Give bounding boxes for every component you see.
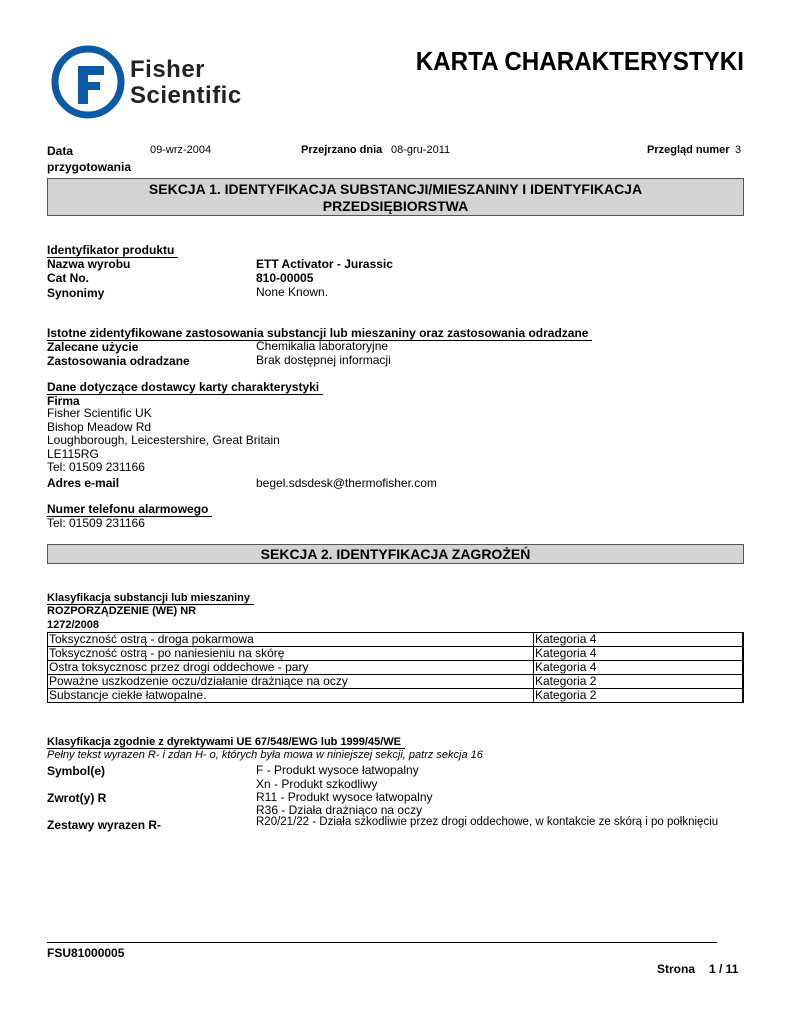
emergency-phone: Tel: 01509 231166: [47, 516, 145, 530]
category-cell: Kategoria 2: [534, 689, 744, 703]
recommended-use-label: Zalecane użycie: [47, 340, 139, 354]
advised-against-label: Zastosowania odradzane: [47, 354, 190, 368]
supplier-heading: Dane dotyczące dostawcy karty charakterystyki: [47, 380, 323, 395]
category-cell: Kategoria 4: [534, 661, 744, 675]
synonyms-label: Synonimy: [47, 286, 105, 300]
document-title: KARTA CHARAKTERYSTYKI: [415, 46, 744, 76]
category-cell: Kategoria 4: [534, 633, 744, 647]
emergency-heading: Numer telefonu alarmowego: [47, 502, 212, 517]
phrases-label: Zwrot(y) R: [47, 791, 107, 805]
logo-text-scientific: Scientific: [130, 82, 242, 109]
prep-date-label-line1: Data: [47, 144, 74, 158]
r-sets-value: R20/21/22 - Działa szkodliwie przez drogi oddechowe, w kontakcie ze skórą i po połknięciu: [256, 816, 719, 828]
section1-header: [47, 178, 744, 216]
footer-divider: [47, 942, 717, 943]
cat-no-value: 810-00005: [256, 271, 314, 285]
table-row: [48, 675, 744, 689]
section1-title-line1: SEKCJA 1. IDENTYFIKACJA SUBSTANCJI/MIESZANINY I IDENTYFIKACJA: [148, 181, 643, 197]
hazard-cell: Substancje ciekłe łatwopalne.: [48, 689, 534, 703]
r-sets-label: Zestawy wyrazen R-: [47, 818, 162, 832]
synonyms-value: None Known.: [256, 285, 329, 299]
prep-date-value: 09-wrz-2004: [150, 144, 212, 156]
symbol-item: F - Produkt wysoce łatwopalny: [256, 763, 419, 777]
fisher-scientific-logo: [50, 42, 254, 124]
classification-heading: Klasyfikacja substancji lub mieszaniny: [47, 592, 254, 605]
hazard-classification-table: [47, 632, 744, 703]
regulation-line2: 1272/2008: [47, 619, 99, 631]
table-row: [48, 661, 744, 675]
recommended-use-value: Chemikalia laboratoryjne: [256, 339, 389, 353]
hazard-cell: Toksyczność ostrą - po naniesieniu na skórę: [48, 647, 534, 661]
phrase-item: R11 - Produkt wysoce łatwopalny: [256, 790, 433, 804]
company-line: Fisher Scientific UK: [47, 406, 152, 420]
cat-no-label: Cat No.: [47, 271, 89, 285]
reviewed-label: Przejrzano dnia: [301, 144, 383, 156]
company-line: Loughborough, Leicestershire, Great Britain: [47, 433, 280, 447]
reviewed-date: 08-gru-2011: [391, 144, 451, 156]
email-value[interactable]: begel.sdsdesk@thermofisher.com: [256, 476, 437, 490]
section2-header: SEKCJA 2. IDENTYFIKACJA ZAGROŻEŃ: [47, 544, 744, 564]
company-line: Bishop Meadow Rd: [47, 419, 152, 434]
hazard-cell: Toksyczność ostrą - droga pokarmowa: [48, 633, 534, 647]
company-line: Tel: 01509 231166: [47, 460, 145, 474]
table-row: [48, 633, 744, 647]
directive-note: Pełny tekst wyrazen R- i zdan H- o, których była mowa w niniejszej sekcji, patrz sekcja 16: [47, 749, 483, 761]
table-row: [48, 647, 744, 661]
symbol-item: Xn - Produkt szkodliwy: [256, 777, 378, 791]
section1-title-line2: PRZEDSIĘBIORSTWA: [322, 198, 469, 214]
product-id-heading: Identyfikator produktu: [47, 243, 178, 258]
uses-heading: Istotne zidentyfikowane zastosowania substancji lub mieszaniny oraz zastosowania odradzane: [47, 326, 592, 341]
symbols-label: Symbol(e): [47, 764, 106, 778]
footer-page-label: Strona: [657, 962, 696, 976]
email-label: Adres e-mail: [47, 476, 120, 490]
revision-label: Przegląd numer: [647, 144, 730, 156]
company-label: Firma: [47, 394, 80, 408]
product-name-label: Nazwa wyrobu: [47, 257, 131, 271]
hazard-cell: Poważne uszkodzenie oczu/działanie drażniące na oczy: [48, 675, 534, 689]
company-address: [47, 407, 280, 475]
category-cell: Kategoria 2: [534, 675, 744, 689]
company-line: LE115RG: [47, 446, 99, 461]
table-row: [48, 689, 744, 703]
phrase-item: R36 - Działa drażniąco na oczy: [256, 803, 423, 817]
directive-heading: Klasyfikacja zgodnie z dyrektywami UE 67/548/EWG lub 1999/45/WE: [47, 736, 405, 749]
advised-against-value: Brak dostępnej informacji: [256, 353, 391, 367]
revision-number: 3: [735, 144, 742, 156]
prep-date-label-line2: przygotowania: [47, 160, 132, 174]
regulation-line1: ROZPORZĄDZENIE (WE) NR: [47, 605, 197, 617]
hazard-cell: Ostra toksycznosc przez drogi oddechowe - pary: [48, 661, 534, 675]
logo-text-fisher: Fisher: [130, 56, 206, 83]
footer-page-value: 1 / 11: [709, 962, 739, 976]
footer-doc-code: FSU81000005: [47, 946, 125, 960]
product-name-value: ETT Activator - Jurassic: [256, 257, 393, 271]
category-cell: Kategoria 4: [534, 647, 744, 661]
